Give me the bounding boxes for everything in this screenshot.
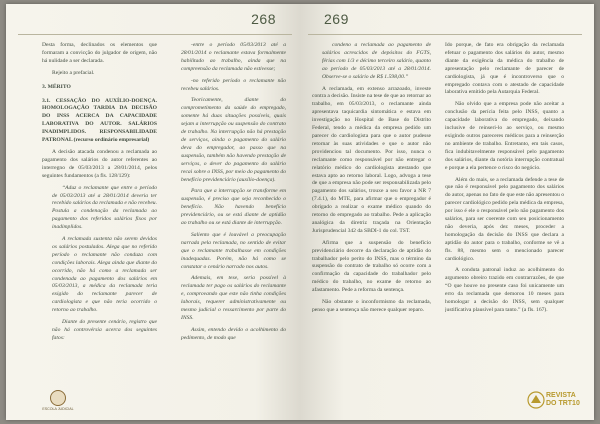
left-page-columns [42, 42, 286, 392]
revista-mark-icon [526, 390, 546, 410]
right-page-columns [312, 42, 564, 392]
paragraph: -no referido período o reclamante não recebeu salários. [181, 77, 286, 92]
header-rule-right [308, 34, 582, 35]
revista-trt10-logo [526, 388, 586, 414]
paragraph: Rejeito a prefacial. [52, 69, 95, 76]
right-column-2 [445, 42, 564, 392]
right-column-1 [312, 42, 431, 392]
paragraph: Ido porque, de fato era obrigação da reclamada efetuar o pagamento dos salários do autor, mesmo diante da exigência da médica do trabalho de apresentação pelo reclamante de parecer de cardiologista, já que é incontroverso que o empregado contava com o atestado de capacidade laborativa emitido pela Autarquia Federal. [445, 42, 564, 96]
paragraph: A reclamada, em extenso arrazoado, investe contra a decisão. Insiste na tese de que ao retornar ao trabalho, em 05/03/2013, o reclamante ainda apresentava taquicardia sintomática e estava em investigação no Hospital de Base do Distrito Federal, tendo a médica da empresa pedido um parecer do cardiologista para que o autor pudesse retornar às suas atividades e que o autor não providenciou tal documento. Por isso, nunca o reclamante como responsável por não entregar o relatório médico do cardiologista atestando que estava apto ao retorno laboral. Logo, advoga a tese de que a empresa não pode ser responsabilizada pelo pagamento dos salários, trouxe a seu favor a NR 7 (7.4.1), do MTE, para afirmar que o empregador é obrigado a realizar o exame médico quando do retorno do empregado ao trabalho. Pede a aplicação analógica da diretriz traçada na Orientação Jurisprudencial 342 da SBDI-1 do col. TST. [312, 85, 431, 234]
paragraph: A reclamada sustenta não serem devidos os salários postulados. Alega que no referido período o reclamante não conduza com condições laborais. Alega ainda que diante do ocorrido, não há como a reclamada ser condenada ao pagamento dos salários em 05/03/2013, a médica da reclamada teria exigido do reclamante parecer de cardiologista e que não teria ocorrido o retorno ao trabalho. [52, 236, 157, 314]
paragraph: Saliento que é louvável a preocupação narrada pela reclamada, no sentido de evitar que o reclamante trabalhasse em condições inadequadas. Porém, não há como se constatar o cenário narrado nos autos. [181, 231, 286, 270]
paragraph: A decisão atacada condenou a reclamada ao pagamento dos salários do autor referentes ao interregno de 05/03/2013 a 28/01/2014, pelos seguintes fundamentos (a fls. 128/129): [42, 148, 157, 179]
paragraph: Afirma que a suspensão do benefício previdenciário decorre da declaração de aptidão do trabalhador pelo perito do INSS, mas o término da suspensão do contrato de trabalho só ocorre com a confirmação da capacidade do trabalhador pelo médico do trabalho, no exame de retorno ao afastamento. Pede a reforma da sentença. [312, 239, 431, 294]
revista-label-line1: REVISTA [546, 392, 576, 399]
paragraph: 3. MÉRITO [42, 83, 71, 90]
paragraph: “Aduz o reclamante que entre o período de 05/03/2013 até a 28/01/2014 deveria ter recebido salários da reclamada e não recebeu. Postula a condenação da reclamada ao pagamento dos referidos salários fixos por inadimplidos. [52, 184, 157, 231]
paragraph: Teoricamente, diante do comprometimento da saúde do empregado, somente há duas situações possíveis, quais sejam a interrupção ou suspensão do contrato de trabalho. Na interrupção não há prestação de serviços, ainda o pagamento do salário deva do empregador, ao passo que na suspensão, também não havendo prestação de serviços, o dever do pagamento do salário recai sobre o INSS, por meio do pagamento do benefício previdenciário (auxílio-doença). [181, 97, 286, 183]
paragraph: Não obstante o inconformismo da reclamada, penso que a sentença não merece qualquer reparo. [312, 299, 431, 313]
paragraph: 3.1. CESSAÇÃO DO AUXÍLIO-DOENÇA. HOMOLOGAÇÃO TARDIA DA DECISÃO DO INSS ACERCA DA CAPACIDADE LABORATIVA DO AUTOR. SALÁRIOS INADIMPLIDOS. RESPONSABILIDADE PATRONAL (recurso ordinário empresarial) [42, 97, 157, 144]
paragraph: condeno a reclamada ao pagamento de salários acrescidos de depósitos do FGTS, férias com 1/3 e décimo terceiro salário, quanto ao período de 05/03/2013 até a 28/01/2014. Observe-se o salário de R$ 1.598,00.” [322, 42, 431, 80]
paragraph: -entre o período 05/03/2013 até a 28/01/2014 o reclamante estava formalmente habilitado ao trabalho, ainda que na compreensão da reclamada não estivesse; [181, 42, 286, 72]
header-rule-left [18, 34, 292, 35]
left-column-2 [171, 42, 286, 392]
paragraph: Desta forma, declinados os elementos que formaram a convicção do julgador de origem, não há nulidade a ser declarada. [42, 42, 157, 64]
left-page [6, 4, 300, 420]
left-column-1 [42, 42, 157, 392]
seal-icon [50, 390, 66, 406]
page-number-right: 269 [324, 11, 349, 27]
page-number-left: 268 [251, 11, 276, 27]
paragraph: Ademais, em tese, seria possível à reclamada ter pago os salários do reclamante e, comprovando que este não tinha condições laborais, requerer administrativamente ou mesmo judicial o ressarcimento por parte do INSS. [181, 275, 286, 321]
escola-judicial-label: ESCOLA JUDICIAL [42, 407, 74, 411]
right-page [300, 4, 594, 420]
paragraph: Diante do presente cenário, registro que não há controvérsia acerca dos seguintes fatos: [52, 319, 157, 341]
paragraph: A conduta patronal induz ao acolhimento do argumento obreiro trazido em contrarrazões, de que “O que houve no presente caso foi unicamente um erro da reclamada que demorou 10 meses para homologar a decisão do INSS, sem qualquer justificativa plausível para tanto.” (a fls. 167). [445, 267, 564, 313]
revista-label-line2: DO TRT10 [546, 399, 580, 407]
escola-judicial-logo [36, 390, 80, 414]
paragraph: Assim, entendo devido o acolhimento do pedimento, de modo que [181, 326, 286, 341]
paragraph: Não olvido que a empresa pode não aceitar a conclusão da perícia feita pelo INSS, quanto a capacidade laborativa do empregado, deixando inclusive de reinseri-lo ao serviço, ou mesmo exigindo outros pareceres médicos para a reinserção no ambiente de trabalho. Entretanto, em tais casos, fica indubitavelmente responsável pelo pagamento dos salários, diante da notória interrupção contratual e porque a ela pertence o risco do negócio. [445, 101, 564, 171]
paragraph: Além do mais, se a reclamada defende a tese de que não é responsável pelo pagamento dos salários do autor, apenas no fato de que este não apresentou o parecer cardiológico pedido pela médica da empresa, por isso é ele o responsável pelo não pagamento dos salários, para ser coerente com seu posicionamento não deveria, após dez meses, proceder a homologação da decisão do INSS que declara a aptidão do autor para o trabalho, conforme se vê a fls. 88, mesmo sem o mencionado parecer cardiológico. [445, 176, 564, 262]
paragraph: Para que a interrupção se transforme em suspensão, é preciso que seja reconhecido o benefício. Não havendo benefício previdenciário, ou se está diante de aptidão ao trabalho ou se está diante de interrupção. [181, 188, 286, 227]
book-spread [6, 4, 594, 420]
